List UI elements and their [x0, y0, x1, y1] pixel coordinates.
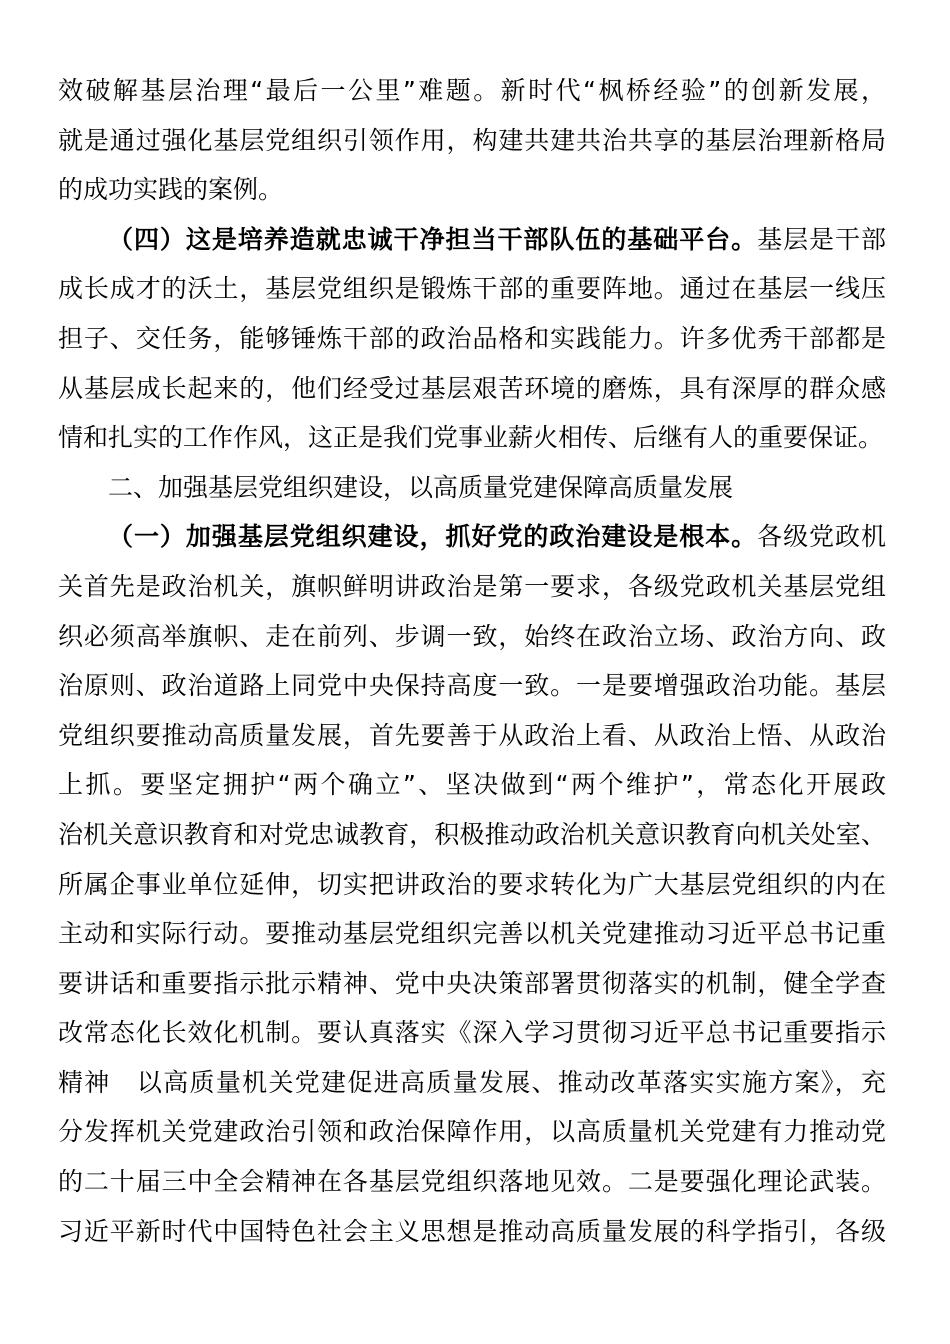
- text-line: 治机关意识教育和对党忠诚教育，积极推动政治机关意识教育向机关处室、: [58, 819, 886, 849]
- text-line: 织必须高举旗帜、走在前列、步调一致，始终在政治立场、政治方向、政: [58, 621, 886, 651]
- paragraph-1: [58, 66, 886, 215]
- text-line: 担子、交任务，能够锤炼干部的政治品格和实践能力。许多优秀干部都是: [58, 323, 886, 353]
- text-line: 的二十届三中全会精神在各基层党组织落地见效。二是要强化理论武装。: [58, 1167, 886, 1197]
- text-line: 上抓。要坚定拥护“两个确立”、坚决做到“两个维护”，常态化开展政: [58, 770, 886, 800]
- paragraph-2: [58, 215, 886, 463]
- text-line: 精神 以高质量机关党建促进高质量发展、推动改革落实实施方案》，充: [58, 1067, 886, 1097]
- text-line: 改常态化长效化机制。要认真落实《深入学习贯彻习近平总书记重要指示: [58, 1018, 886, 1048]
- text-line: 关首先是政治机关，旗帜鲜明讲政治是第一要求，各级党政机关基层党组: [58, 571, 886, 601]
- text-line: 主动和实际行动。要推动基层党组织完善以机关党建推动习近平总书记重: [58, 919, 886, 949]
- text-line: 成长成才的沃土，基层党组织是锻炼干部的重要阵地。通过在基层一线压: [58, 274, 886, 304]
- text-line: 从基层成长起来的，他们经受过基层艰苦环境的磨炼，具有深厚的群众感: [58, 373, 886, 403]
- text-line: 效破解基层治理“最后一公里”难题。新时代“枫桥经验”的创新发展，: [58, 76, 886, 105]
- bold-subheading: （四）这是培养造就忠诚干净担当干部队伍的基础平台。: [108, 224, 758, 254]
- text-line-first: [58, 215, 886, 265]
- bold-subheading: （一）加强基层党组织建设，抓好党的政治建设是根本。: [108, 522, 758, 552]
- text-run: 基层是干部: [757, 224, 886, 254]
- text-line: 党组织要推动高质量发展，首先要善于从政治上看、从政治上悟、从政治: [58, 720, 886, 750]
- text-line: 的成功实践的案例。: [58, 175, 284, 205]
- text-line: 分发挥机关党建政治引领和政治保障作用，以高质量机关党建有力推动党: [58, 1117, 886, 1147]
- section-heading: [58, 463, 886, 513]
- paragraph-3: [58, 512, 886, 1256]
- text-run: 各级党政机: [757, 522, 886, 552]
- section-heading-text: 二、加强基层党组织建设，以高质量党建保障高质量发展: [108, 472, 734, 502]
- document-page: [58, 66, 886, 1256]
- text-line-first: [58, 512, 886, 562]
- text-line: 情和扎实的工作作风，这正是我们党事业薪火相传、后继有人的重要保证。: [58, 423, 884, 453]
- text-line: 所属企事业单位延伸，切实把讲政治的要求转化为广大基层党组织的内在: [58, 869, 886, 899]
- text-line: 治原则、政治道路上同党中央保持高度一致。一是要增强政治功能。基层: [58, 671, 886, 701]
- text-line: 习近平新时代中国特色社会主义思想是推动高质量发展的科学指引，各级: [58, 1216, 886, 1246]
- text-line: 要讲话和重要指示批示精神、党中央决策部署贯彻落实的机制，健全学查: [58, 968, 886, 998]
- text-line: 就是通过强化基层党组织引领作用，构建共建共治共享的基层治理新格局: [58, 125, 886, 155]
